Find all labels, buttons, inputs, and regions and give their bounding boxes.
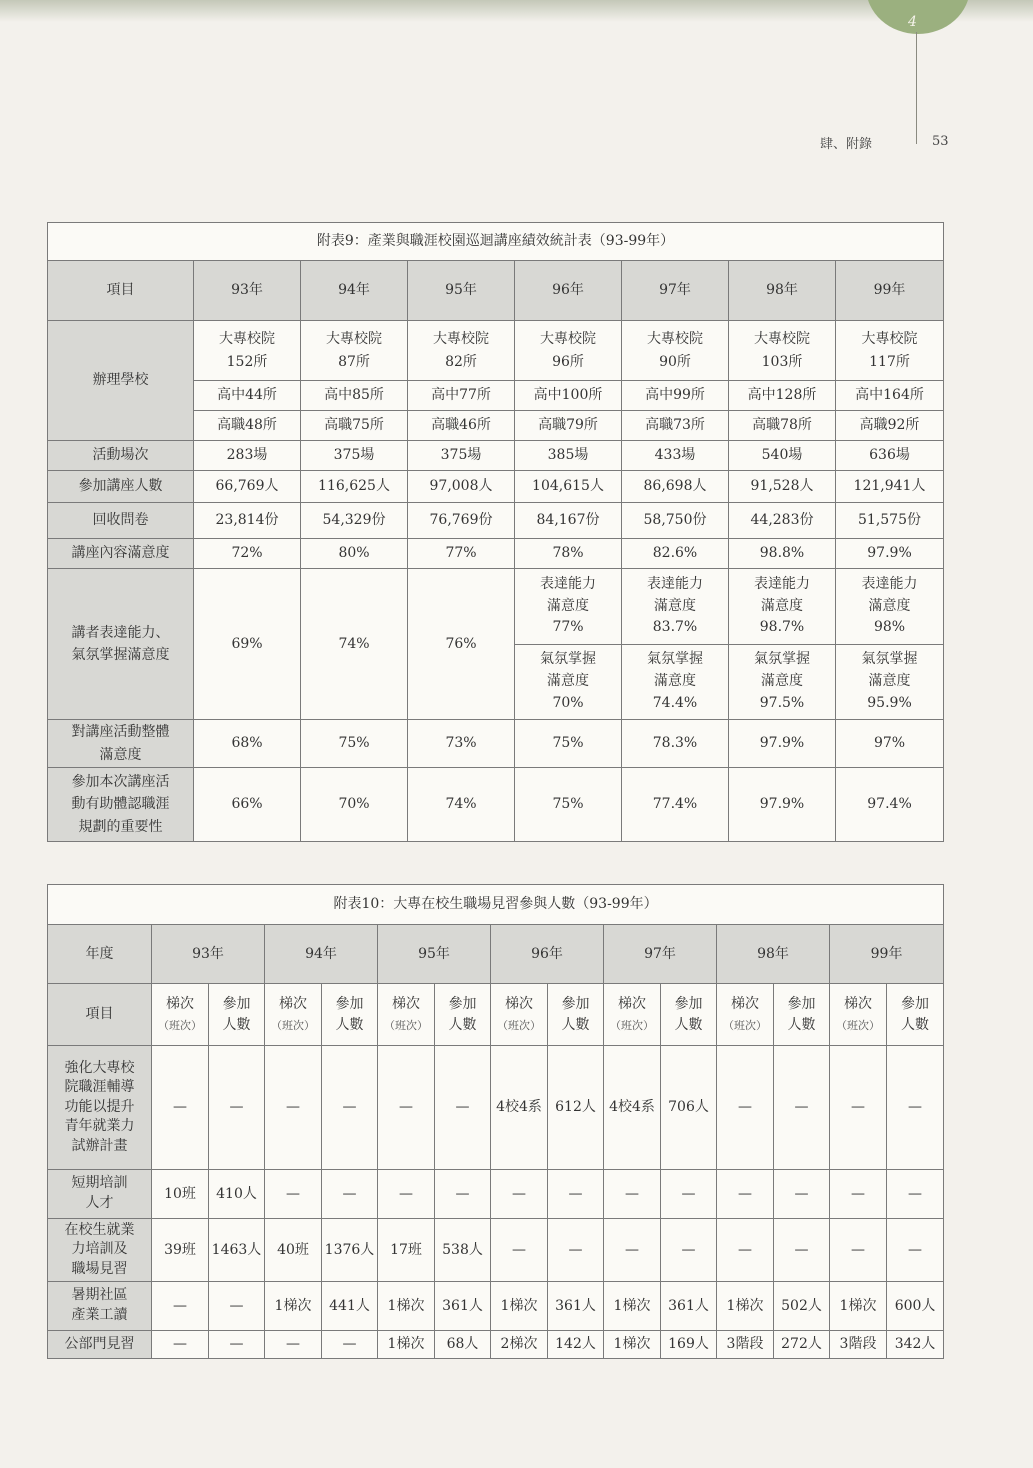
atmosphere-satisfaction-value: 氣氛掌握 滿意度 70% [515,645,622,720]
vocational-count: 高職46所 [408,411,515,441]
program-value: 68人 [435,1331,491,1359]
highschool-count: 高中99所 [622,381,729,411]
importance-value: 77.4% [622,768,729,842]
program-value: 1梯次 [604,1282,661,1331]
sub-header-participants: 參加 人數 [661,984,717,1046]
program-value: 4校4系 [491,1046,548,1170]
participants-value: 121,941人 [836,471,944,503]
running-head: 肆、附錄 [820,137,873,152]
sessions-row [48,441,944,471]
program-value: — [661,1170,717,1219]
program-value: — [604,1170,661,1219]
header-year: 97年 [622,261,729,321]
header-row [48,261,944,321]
sessions-value: 375場 [301,441,408,471]
program-value: — [887,1170,944,1219]
program-value: — [265,1170,322,1219]
program-value: — [435,1170,491,1219]
sessions-value: 385場 [515,441,622,471]
importance-value: 97.4% [836,768,944,842]
importance-value: 75% [515,768,622,842]
sub-header-note: （班次） [158,1018,202,1032]
header-year: 94年 [301,261,408,321]
program-value: — [774,1046,830,1170]
header-year: 96年 [515,261,622,321]
atmosphere-satisfaction-value: 氣氛掌握 滿意度 95.9% [836,645,944,720]
program-row [48,1282,944,1331]
program-value: — [378,1046,435,1170]
program-row [48,1219,944,1282]
year-header: 96年 [491,925,604,984]
overall-satisfaction-value: 75% [301,720,408,768]
expression-satisfaction-value: 表達能力 滿意度 98% [836,569,944,645]
importance-row [48,768,944,842]
program-value: — [548,1219,604,1282]
sessions-value: 636場 [836,441,944,471]
vocational-count: 高職75所 [301,411,408,441]
program-value: 612人 [548,1046,604,1170]
table9-caption: 附表9：產業與職涯校園巡迴講座績效統計表（93-99年） [48,223,944,261]
program-value: 1梯次 [491,1282,548,1331]
program-value: 361人 [661,1282,717,1331]
program-row [48,1170,944,1219]
vocational-count: 高職92所 [836,411,944,441]
program-value: — [887,1046,944,1170]
expression-row [48,569,944,645]
importance-value: 70% [301,768,408,842]
speaker-satisfaction-value: 69% [194,569,301,720]
program-value: — [209,1282,265,1331]
highschool-count: 高中44所 [194,381,301,411]
sessions-value: 283場 [194,441,301,471]
sub-header-note: （班次） [723,1018,767,1032]
sub-header-note: （班次） [836,1018,880,1032]
program-value: 441人 [322,1282,378,1331]
item-label: 項目 [48,984,152,1046]
expression-satisfaction-value: 表達能力 滿意度 98.7% [729,569,836,645]
college-count: 大專校院 90所 [622,321,729,381]
program-value: — [152,1046,209,1170]
program-value: — [322,1170,378,1219]
header-year: 98年 [729,261,836,321]
year-header-row [48,925,944,984]
program-value: — [265,1331,322,1359]
program-value: — [548,1170,604,1219]
year-header: 94年 [265,925,378,984]
vocational-count: 高職48所 [194,411,301,441]
year-label: 年度 [48,925,152,984]
subheader-row [48,984,944,1046]
program-value: — [830,1170,887,1219]
overall-satisfaction-value: 97% [836,720,944,768]
program-value: 600人 [887,1282,944,1331]
program-value: — [774,1219,830,1282]
participants-value: 66,769人 [194,471,301,503]
caption-row [48,885,944,925]
overall-satisfaction-value: 97.9% [729,720,836,768]
content-satisfaction-value: 77% [408,539,515,569]
header-year: 99年 [836,261,944,321]
program-value: 272人 [774,1331,830,1359]
importance-value: 74% [408,768,515,842]
speaker-satisfaction-value: 76% [408,569,515,720]
appendix-table-10 [47,884,944,1359]
sub-header-participants: 參加 人數 [209,984,265,1046]
program-value: — [322,1046,378,1170]
speaker-satisfaction-label: 講者表達能力、 氣氛掌握滿意度 [48,569,194,720]
sub-header-participants: 參加 人數 [774,984,830,1046]
content-satisfaction-value: 78% [515,539,622,569]
program-value: 1463人 [209,1219,265,1282]
program-value: — [435,1046,491,1170]
sub-header-batches: 梯次 （班次） [265,984,322,1046]
program-value: — [717,1219,774,1282]
program-value: 10班 [152,1170,209,1219]
participants-value: 104,615人 [515,471,622,503]
sub-header-participants: 參加 人數 [435,984,491,1046]
program-value: 39班 [152,1219,209,1282]
sessions-value: 540場 [729,441,836,471]
header-divider [916,32,917,144]
schools-label: 辦理學校 [48,321,194,441]
college-count: 大專校院 96所 [515,321,622,381]
program-value: 1梯次 [604,1331,661,1359]
sub-header-batches: 梯次 （班次） [717,984,774,1046]
program-value: 40班 [265,1219,322,1282]
sub-header-batches: 梯次 （班次） [604,984,661,1046]
sub-header-note: （班次） [610,1018,654,1032]
program-value: — [604,1219,661,1282]
content-satisfaction-value: 72% [194,539,301,569]
year-header: 98年 [717,925,830,984]
atmosphere-satisfaction-value: 氣氛掌握 滿意度 74.4% [622,645,729,720]
sessions-value: 433場 [622,441,729,471]
participants-value: 116,625人 [301,471,408,503]
sub-header-note: （班次） [271,1018,315,1032]
chapter-tab-number: 4 [908,14,917,30]
importance-label: 參加本次講座活 動有助體認職涯 規劃的重要性 [48,768,194,842]
sub-header-batches: 梯次 （班次） [491,984,548,1046]
appendix-table-9 [47,222,944,842]
program-value: — [887,1219,944,1282]
table10-caption: 附表10：大專在校生職場見習參與人數（93-99年） [48,885,944,925]
program-label: 公部門見習 [48,1331,152,1359]
college-count: 大專校院 117所 [836,321,944,381]
sub-header-batches: 梯次 （班次） [152,984,209,1046]
year-header: 93年 [152,925,265,984]
college-count: 大專校院 82所 [408,321,515,381]
expression-satisfaction-value: 表達能力 滿意度 77% [515,569,622,645]
highschool-count: 高中77所 [408,381,515,411]
program-value: 502人 [774,1282,830,1331]
page-number: 53 [932,134,949,149]
program-value: 361人 [548,1282,604,1331]
caption-row [48,223,944,261]
program-value: — [152,1282,209,1331]
program-value: — [209,1046,265,1170]
overall-satisfaction-value: 78.3% [622,720,729,768]
year-header: 99年 [830,925,944,984]
year-header: 97年 [604,925,717,984]
vocational-count: 高職73所 [622,411,729,441]
chapter-tab [866,0,970,34]
program-label: 暑期社區 產業工讀 [48,1282,152,1331]
program-value: — [378,1170,435,1219]
program-value: — [152,1331,209,1359]
expression-satisfaction-value: 表達能力 滿意度 83.7% [622,569,729,645]
program-value: — [830,1219,887,1282]
program-label: 強化大專校 院職涯輔導 功能以提升 青年就業力 試辦計畫 [48,1046,152,1170]
content-sat-row [48,539,944,569]
college-count: 大專校院 103所 [729,321,836,381]
year-header: 95年 [378,925,491,984]
program-value: — [717,1046,774,1170]
speaker-satisfaction-value: 74% [301,569,408,720]
content-satisfaction-label: 講座內容滿意度 [48,539,194,569]
questionnaires-value: 84,167份 [515,503,622,539]
program-value: 706人 [661,1046,717,1170]
program-value: 1梯次 [378,1282,435,1331]
program-value: — [265,1046,322,1170]
vocational-count: 高職78所 [729,411,836,441]
program-value: — [491,1219,548,1282]
participants-row [48,471,944,503]
content-satisfaction-value: 82.6% [622,539,729,569]
participants-value: 91,528人 [729,471,836,503]
program-value: — [830,1046,887,1170]
content-satisfaction-value: 98.8% [729,539,836,569]
content-satisfaction-value: 80% [301,539,408,569]
highschool-count: 高中85所 [301,381,408,411]
highschool-count: 高中128所 [729,381,836,411]
program-value: 410人 [209,1170,265,1219]
questionnaires-value: 44,283份 [729,503,836,539]
questionnaires-value: 23,814份 [194,503,301,539]
program-value: 361人 [435,1282,491,1331]
sub-header-note: （班次） [384,1018,428,1032]
program-value: — [717,1170,774,1219]
program-value: — [774,1170,830,1219]
sub-header-participants: 參加 人數 [548,984,604,1046]
questionnaires-value: 76,769份 [408,503,515,539]
program-row [48,1331,944,1359]
participants-value: 97,008人 [408,471,515,503]
participants-label: 參加講座人數 [48,471,194,503]
overall-satisfaction-label: 對講座活動整體 滿意度 [48,720,194,768]
overall-satisfaction-value: 73% [408,720,515,768]
program-value: 17班 [378,1219,435,1282]
program-value: 1梯次 [265,1282,322,1331]
program-value: 342人 [887,1331,944,1359]
program-value: 538人 [435,1219,491,1282]
sub-header-participants: 參加 人數 [322,984,378,1046]
overall-row [48,720,944,768]
sessions-label: 活動場次 [48,441,194,471]
importance-value: 66% [194,768,301,842]
college-count: 大專校院 152所 [194,321,301,381]
questionnaires-value: 51,575份 [836,503,944,539]
program-label: 短期培訓 人才 [48,1170,152,1219]
program-value: — [322,1331,378,1359]
overall-satisfaction-value: 68% [194,720,301,768]
program-value: 3階段 [717,1331,774,1359]
header-year: 95年 [408,261,515,321]
college-count: 大專校院 87所 [301,321,408,381]
program-value: 169人 [661,1331,717,1359]
importance-value: 97.9% [729,768,836,842]
sub-header-participants: 參加 人數 [887,984,944,1046]
header-item: 項目 [48,261,194,321]
program-value: 1376人 [322,1219,378,1282]
highschool-count: 高中164所 [836,381,944,411]
program-value: 2梯次 [491,1331,548,1359]
sub-header-batches: 梯次 （班次） [830,984,887,1046]
program-value: 1梯次 [830,1282,887,1331]
schools-college-row [48,321,944,381]
questionnaires-label: 回收問卷 [48,503,194,539]
questionnaires-value: 58,750份 [622,503,729,539]
header-year: 93年 [194,261,301,321]
highschool-count: 高中100所 [515,381,622,411]
vocational-count: 高職79所 [515,411,622,441]
program-value: — [491,1170,548,1219]
sub-header-batches: 梯次 （班次） [378,984,435,1046]
sub-header-note: （班次） [497,1018,541,1032]
program-value: — [661,1219,717,1282]
program-label: 在校生就業 力培訓及 職場見習 [48,1219,152,1282]
overall-satisfaction-value: 75% [515,720,622,768]
program-row [48,1046,944,1170]
program-value: 3階段 [830,1331,887,1359]
content-satisfaction-value: 97.9% [836,539,944,569]
questionnaires-value: 54,329份 [301,503,408,539]
program-value: 4校4系 [604,1046,661,1170]
participants-value: 86,698人 [622,471,729,503]
sessions-value: 375場 [408,441,515,471]
program-value: 142人 [548,1331,604,1359]
questionnaires-row [48,503,944,539]
program-value: — [209,1331,265,1359]
program-value: 1梯次 [378,1331,435,1359]
program-value: 1梯次 [717,1282,774,1331]
atmosphere-satisfaction-value: 氣氛掌握 滿意度 97.5% [729,645,836,720]
